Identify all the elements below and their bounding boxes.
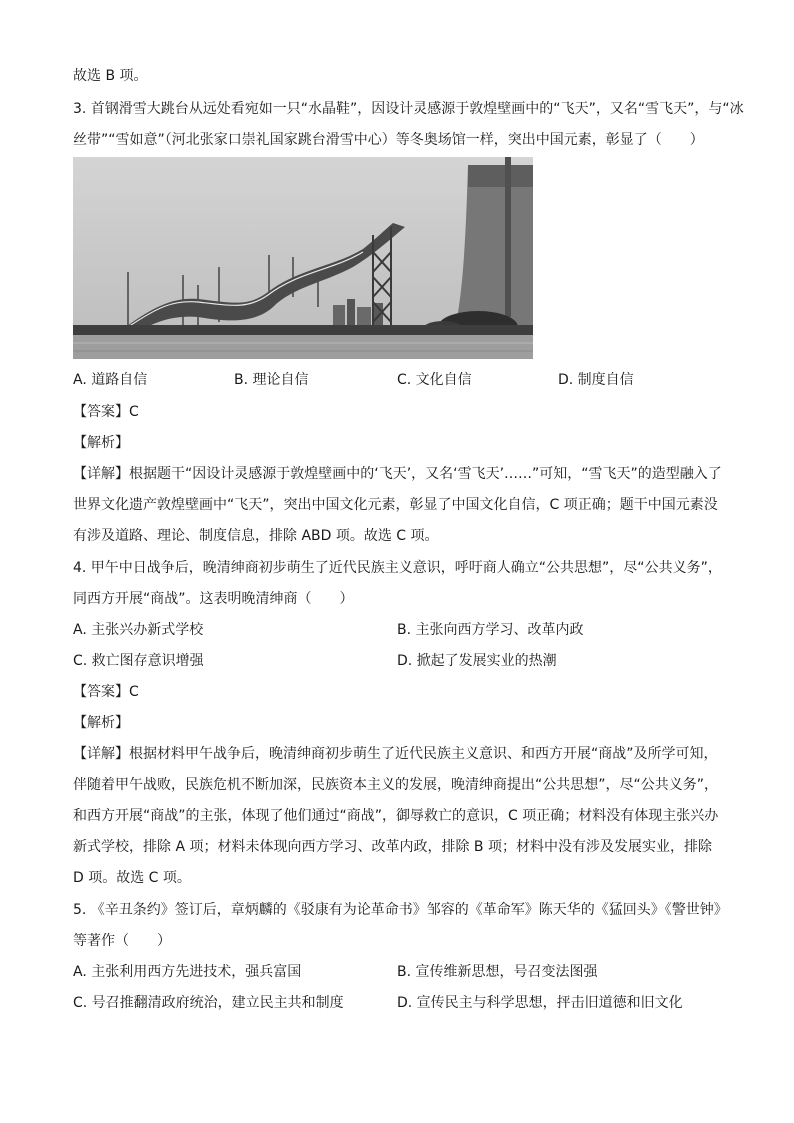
q3-option-b: B. 理论自信 xyxy=(234,372,309,388)
q4-option-d: D. 掀起了发展实业的热潮 xyxy=(397,653,557,669)
q3-stem-line2: 丝带”“雪如意”（河北张家口崇礼国家跳台滑雪中心）等冬奥场馆一样，突出中国元素，彰显了（ ） xyxy=(73,132,704,148)
q3-analysis: 【解析】 xyxy=(73,435,129,451)
q4-answer: 【答案】C xyxy=(73,684,139,700)
q5-option-b: B. 宣传维新思想，号召变法图强 xyxy=(397,964,598,980)
q3-stem-line1: 3. 首钢滑雪大跳台从远处看宛如一只“水晶鞋”，因设计灵感源于敦煌壁画中的“飞天”，又名“雪飞天”，与“冰 xyxy=(73,101,744,117)
q4-detail: 【详解】根据材料甲午战争后，晚清绅商初步萌生了近代民族主义意识、和西方开展“商战”及所学可知，伴随着甲午战败，民族危机不断加深，民族资本主义的发展，晚清绅商提出“公共思想”，尽“公共义务”，和西方开展“商战”的主张，体现了他们通过“商战”，御辱救亡的意识，C 项正确；材料没有体现主张兴办新式学校，排除 A 项；材料未体现向西方学习、改革内政，排除 B 项；材料中没有涉及发展实业，排除 D 项。故选 C 项。 xyxy=(73,746,719,886)
q4-stem-line1: 4. 甲午中日战争后，晚清绅商初步萌生了近代民族主义意识，呼吁商人确立“公共思想”，尽“公共义务”， xyxy=(73,560,722,576)
q3-option-d: D. 制度自信 xyxy=(558,372,634,388)
q5-option-a: A. 主张利用西方先进技术，强兵富国 xyxy=(73,964,302,980)
q5-stem-line1: 5. 《辛丑条约》签订后，章炳麟的《驳康有为论革命书》邹容的《革命军》陈天华的《猛回头》《警世钟》 xyxy=(73,902,728,918)
q5-stem-line2: 等著作（ ） xyxy=(73,933,171,949)
q4-option-b: B. 主张向西方学习、改革内政 xyxy=(397,622,584,638)
q5-option-c: C. 号召推翻清政府统治，建立民主共和制度 xyxy=(73,995,344,1011)
intro-line: 故选 B 项。 xyxy=(73,68,148,84)
q4-option-c: C. 救亡图存意识增强 xyxy=(73,653,204,669)
q3-answer: 【答案】C xyxy=(73,404,139,420)
q3-detail: 【详解】根据题干“因设计灵感源于敦煌壁画中的‘飞天’，又名‘雪飞天’……”可知，“雪飞天”的造型融入了世界文化遗产敦煌壁画中“飞天”，突出中国文化元素，彰显了中国文化自信，C 项正确；题干中国元素没有涉及道路、理论、制度信息，排除 ABD 项。故选 C 项。 xyxy=(73,466,722,544)
q3-option-a: A. 道路自信 xyxy=(73,372,148,388)
q4-analysis: 【解析】 xyxy=(73,715,129,731)
q4-stem-line2: 同西方开展“商战”。这表明晚清绅商（ ） xyxy=(73,591,354,607)
ski-jump-photo xyxy=(73,157,533,359)
q5-option-d: D. 宣传民主与科学思想，抨击旧道德和旧文化 xyxy=(397,995,683,1011)
q3-option-c: C. 文化自信 xyxy=(397,372,472,388)
q4-option-a: A. 主张兴办新式学校 xyxy=(73,622,204,638)
